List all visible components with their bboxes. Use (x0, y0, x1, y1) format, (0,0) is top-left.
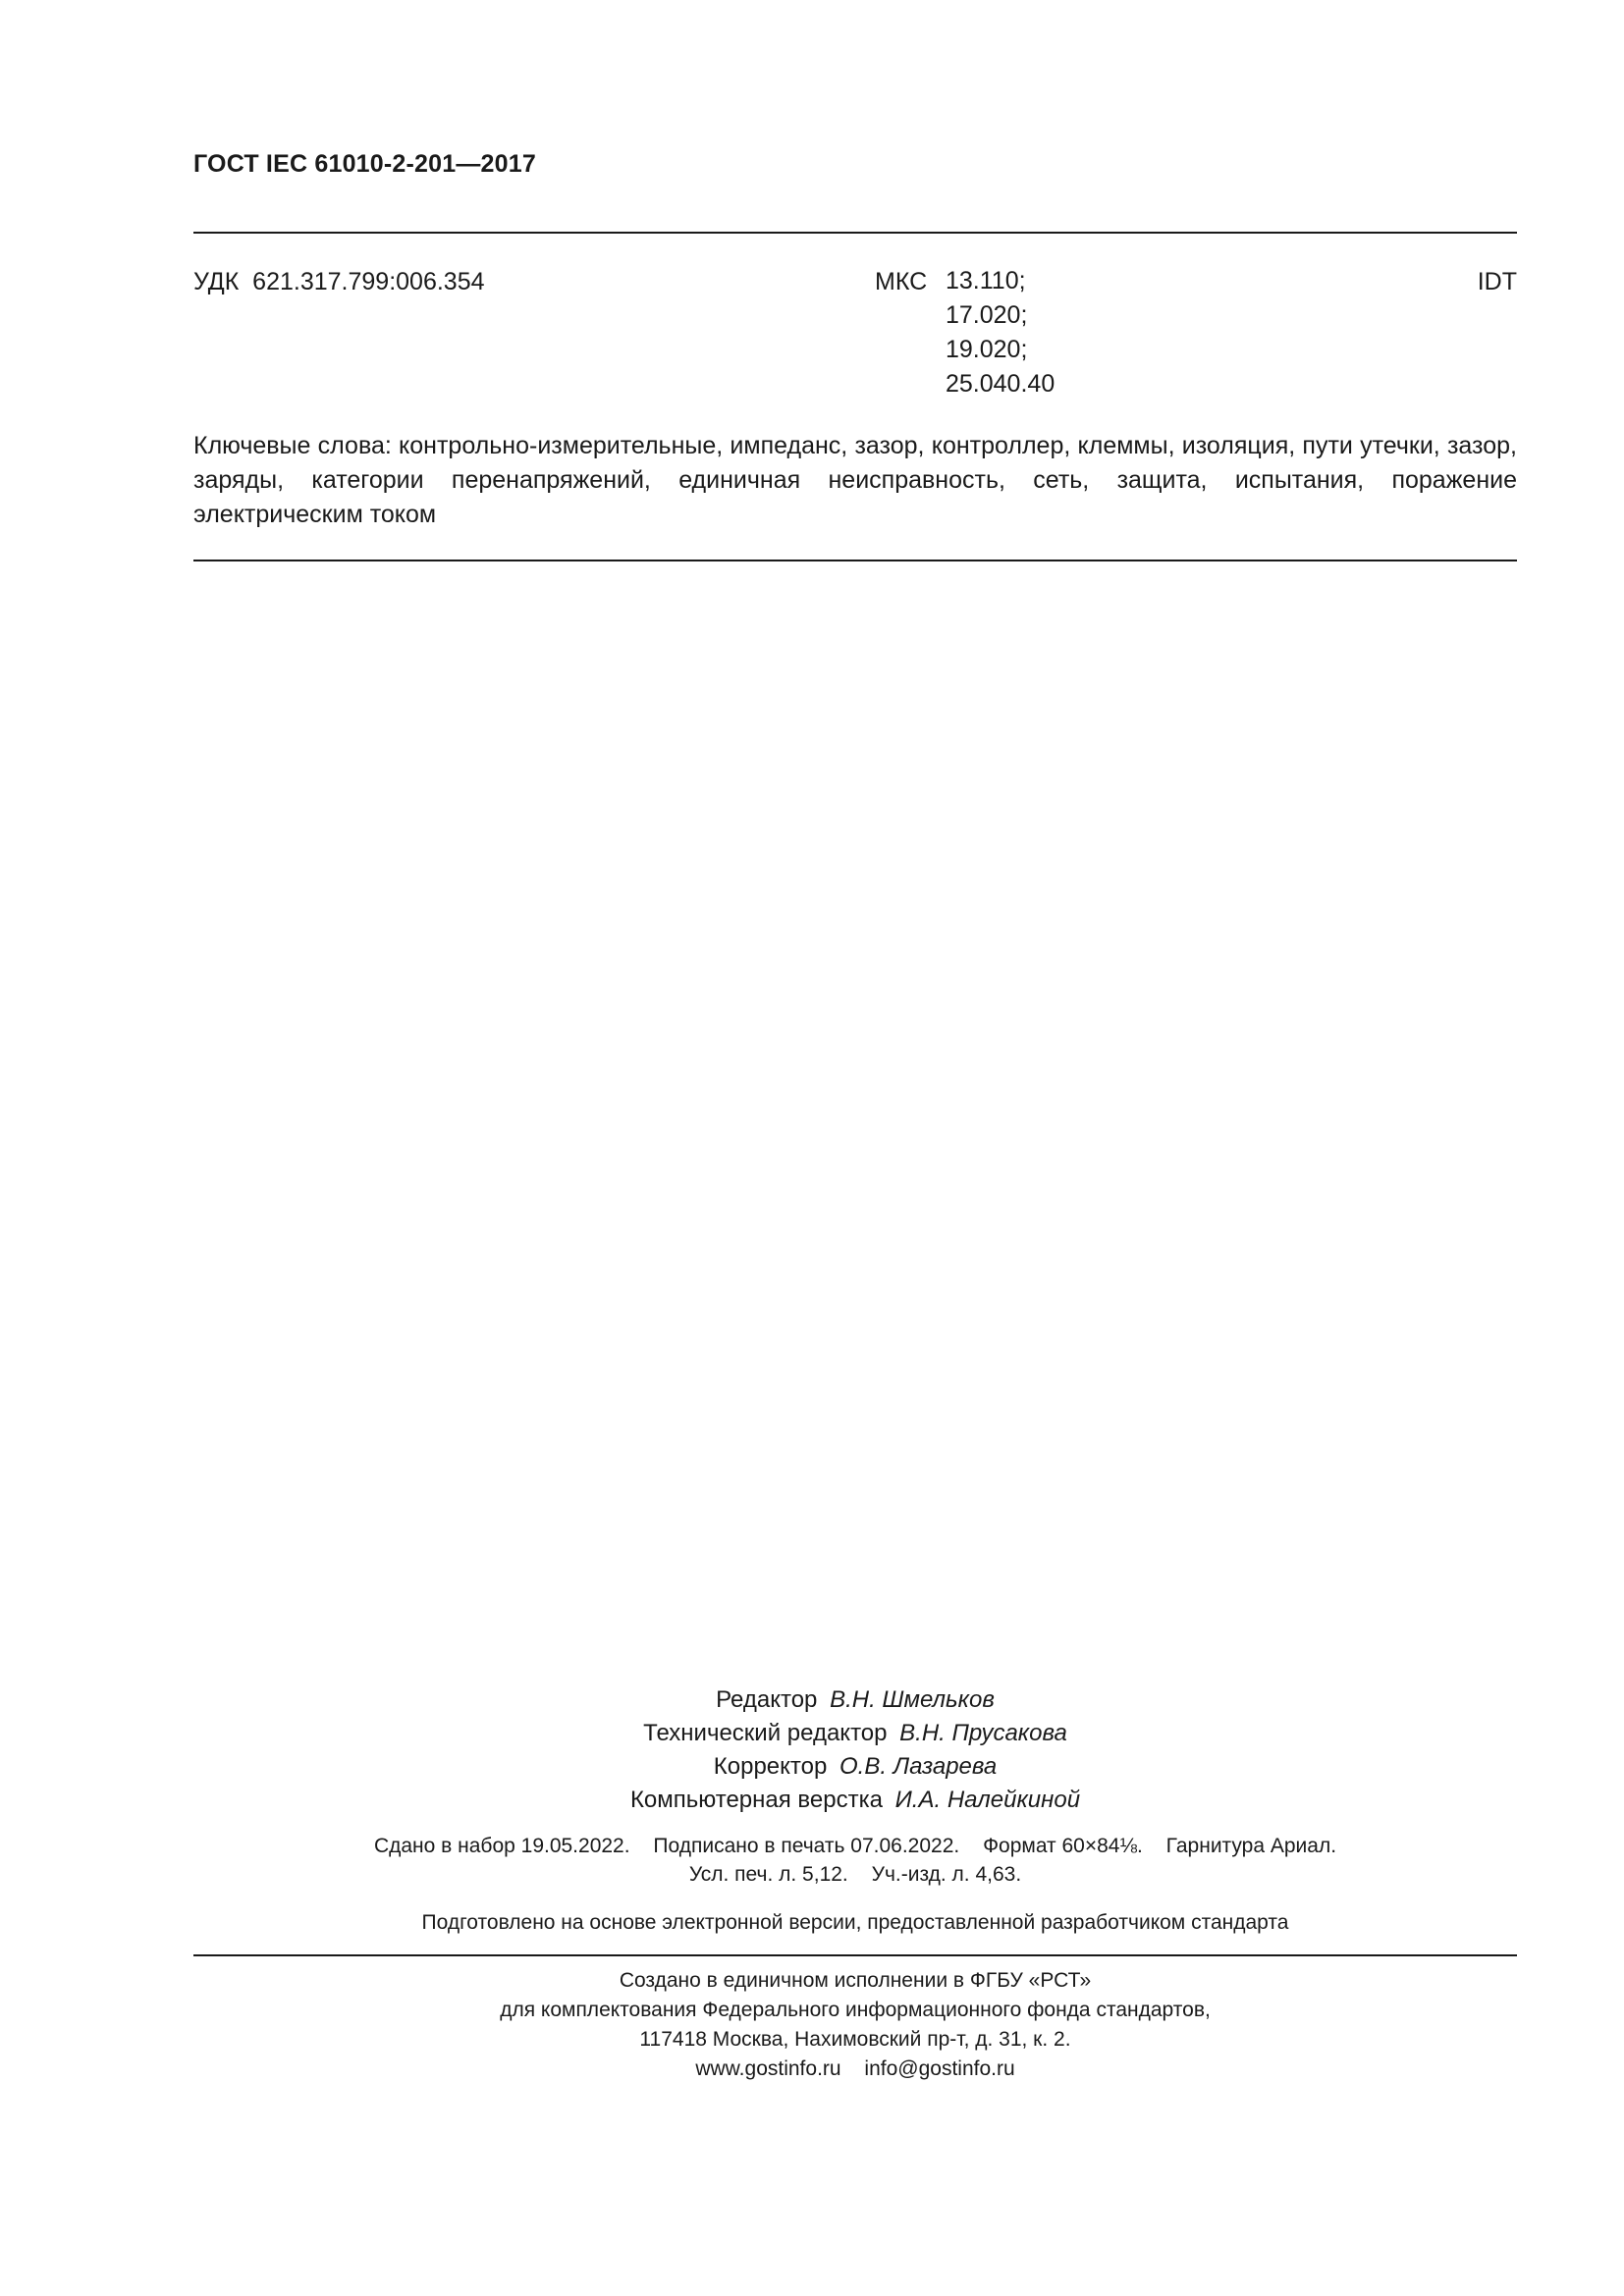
mks-codes-list (946, 264, 1055, 401)
credit-role: Технический редактор (643, 1720, 888, 1746)
footer-line-1: Создано в единичном исполнении в ФГБУ «РСТ» (619, 1969, 1092, 1992)
print-sheets: Усл. печ. л. 5,12. (688, 1863, 848, 1886)
footer-divider (193, 1954, 1517, 1956)
credit-role: Корректор (713, 1753, 828, 1780)
credit-role: Редактор (716, 1686, 818, 1713)
keywords-paragraph: Ключевые слова: контрольно-измерительные, импеданс, зазор, контроллер, клеммы, изоляция, пути утечки, зазор, заряды, категории перенапряжений, единичная неисправность, сеть, защита, испытания, поражение электрическим током (193, 432, 1517, 528)
publisher-footer (193, 1966, 1517, 2084)
credit-role: Компьютерная верстка (629, 1787, 883, 1813)
udk-label: УДК (193, 268, 240, 295)
mks-code: 25.040.40 (946, 370, 1056, 398)
mks-label: МКС (875, 268, 928, 295)
udk-block (193, 268, 485, 296)
credit-person: В.Н. Шмельков (830, 1686, 995, 1713)
publisher-sheets: Уч.-изд. л. 4,63. (871, 1863, 1022, 1886)
print-info-line-2 (193, 1860, 1517, 1889)
credit-person: О.В. Лазарева (839, 1753, 998, 1780)
equivalence-degree: IDT (1477, 268, 1517, 295)
mks-code: 19.020; (946, 336, 1028, 363)
mks-block (875, 268, 1055, 401)
keywords-divider (193, 560, 1517, 561)
footer-contacts (193, 2055, 1517, 2084)
footer-line-2: для комплектования Федерального информационного фонда стандартов, (500, 1999, 1211, 2021)
prepared-note: Подготовлено на основе электронной версии, предоставленной разработчиком стандарта (421, 1911, 1289, 1934)
signed-date: Подписано в печать 07.06.2022. (653, 1835, 960, 1857)
email-link[interactable]: info@gostinfo.ru (864, 2057, 1015, 2080)
credits-block (193, 1683, 1517, 1817)
credit-line-tech-editor (193, 1717, 1517, 1750)
credit-line-proofreader (193, 1750, 1517, 1784)
website-link[interactable]: www.gostinfo.ru (695, 2057, 841, 2080)
print-info-line-1 (193, 1832, 1517, 1860)
credit-person: И.А. Налейкиной (894, 1787, 1081, 1813)
udk-value: 621.317.799:006.354 (252, 268, 485, 295)
mks-code: 17.020; (946, 301, 1028, 329)
credit-person: В.Н. Прусакова (899, 1720, 1067, 1746)
typeset-date: Сдано в набор 19.05.2022. (373, 1835, 630, 1857)
mks-code: 13.110; (946, 267, 1026, 294)
credit-line-editor (193, 1683, 1517, 1717)
typeface: Гарнитура Ариал. (1165, 1835, 1337, 1857)
footer-line-3: 117418 Москва, Нахимовский пр-т, д. 31, к. 2. (639, 2028, 1071, 2051)
credit-line-layout (193, 1784, 1517, 1817)
top-divider (193, 232, 1517, 234)
document-code: ГОСТ IEC 61010-2-201—2017 (193, 150, 536, 178)
print-info-block (193, 1832, 1517, 1889)
paper-format: Формат 60×84⅛. (983, 1835, 1143, 1857)
